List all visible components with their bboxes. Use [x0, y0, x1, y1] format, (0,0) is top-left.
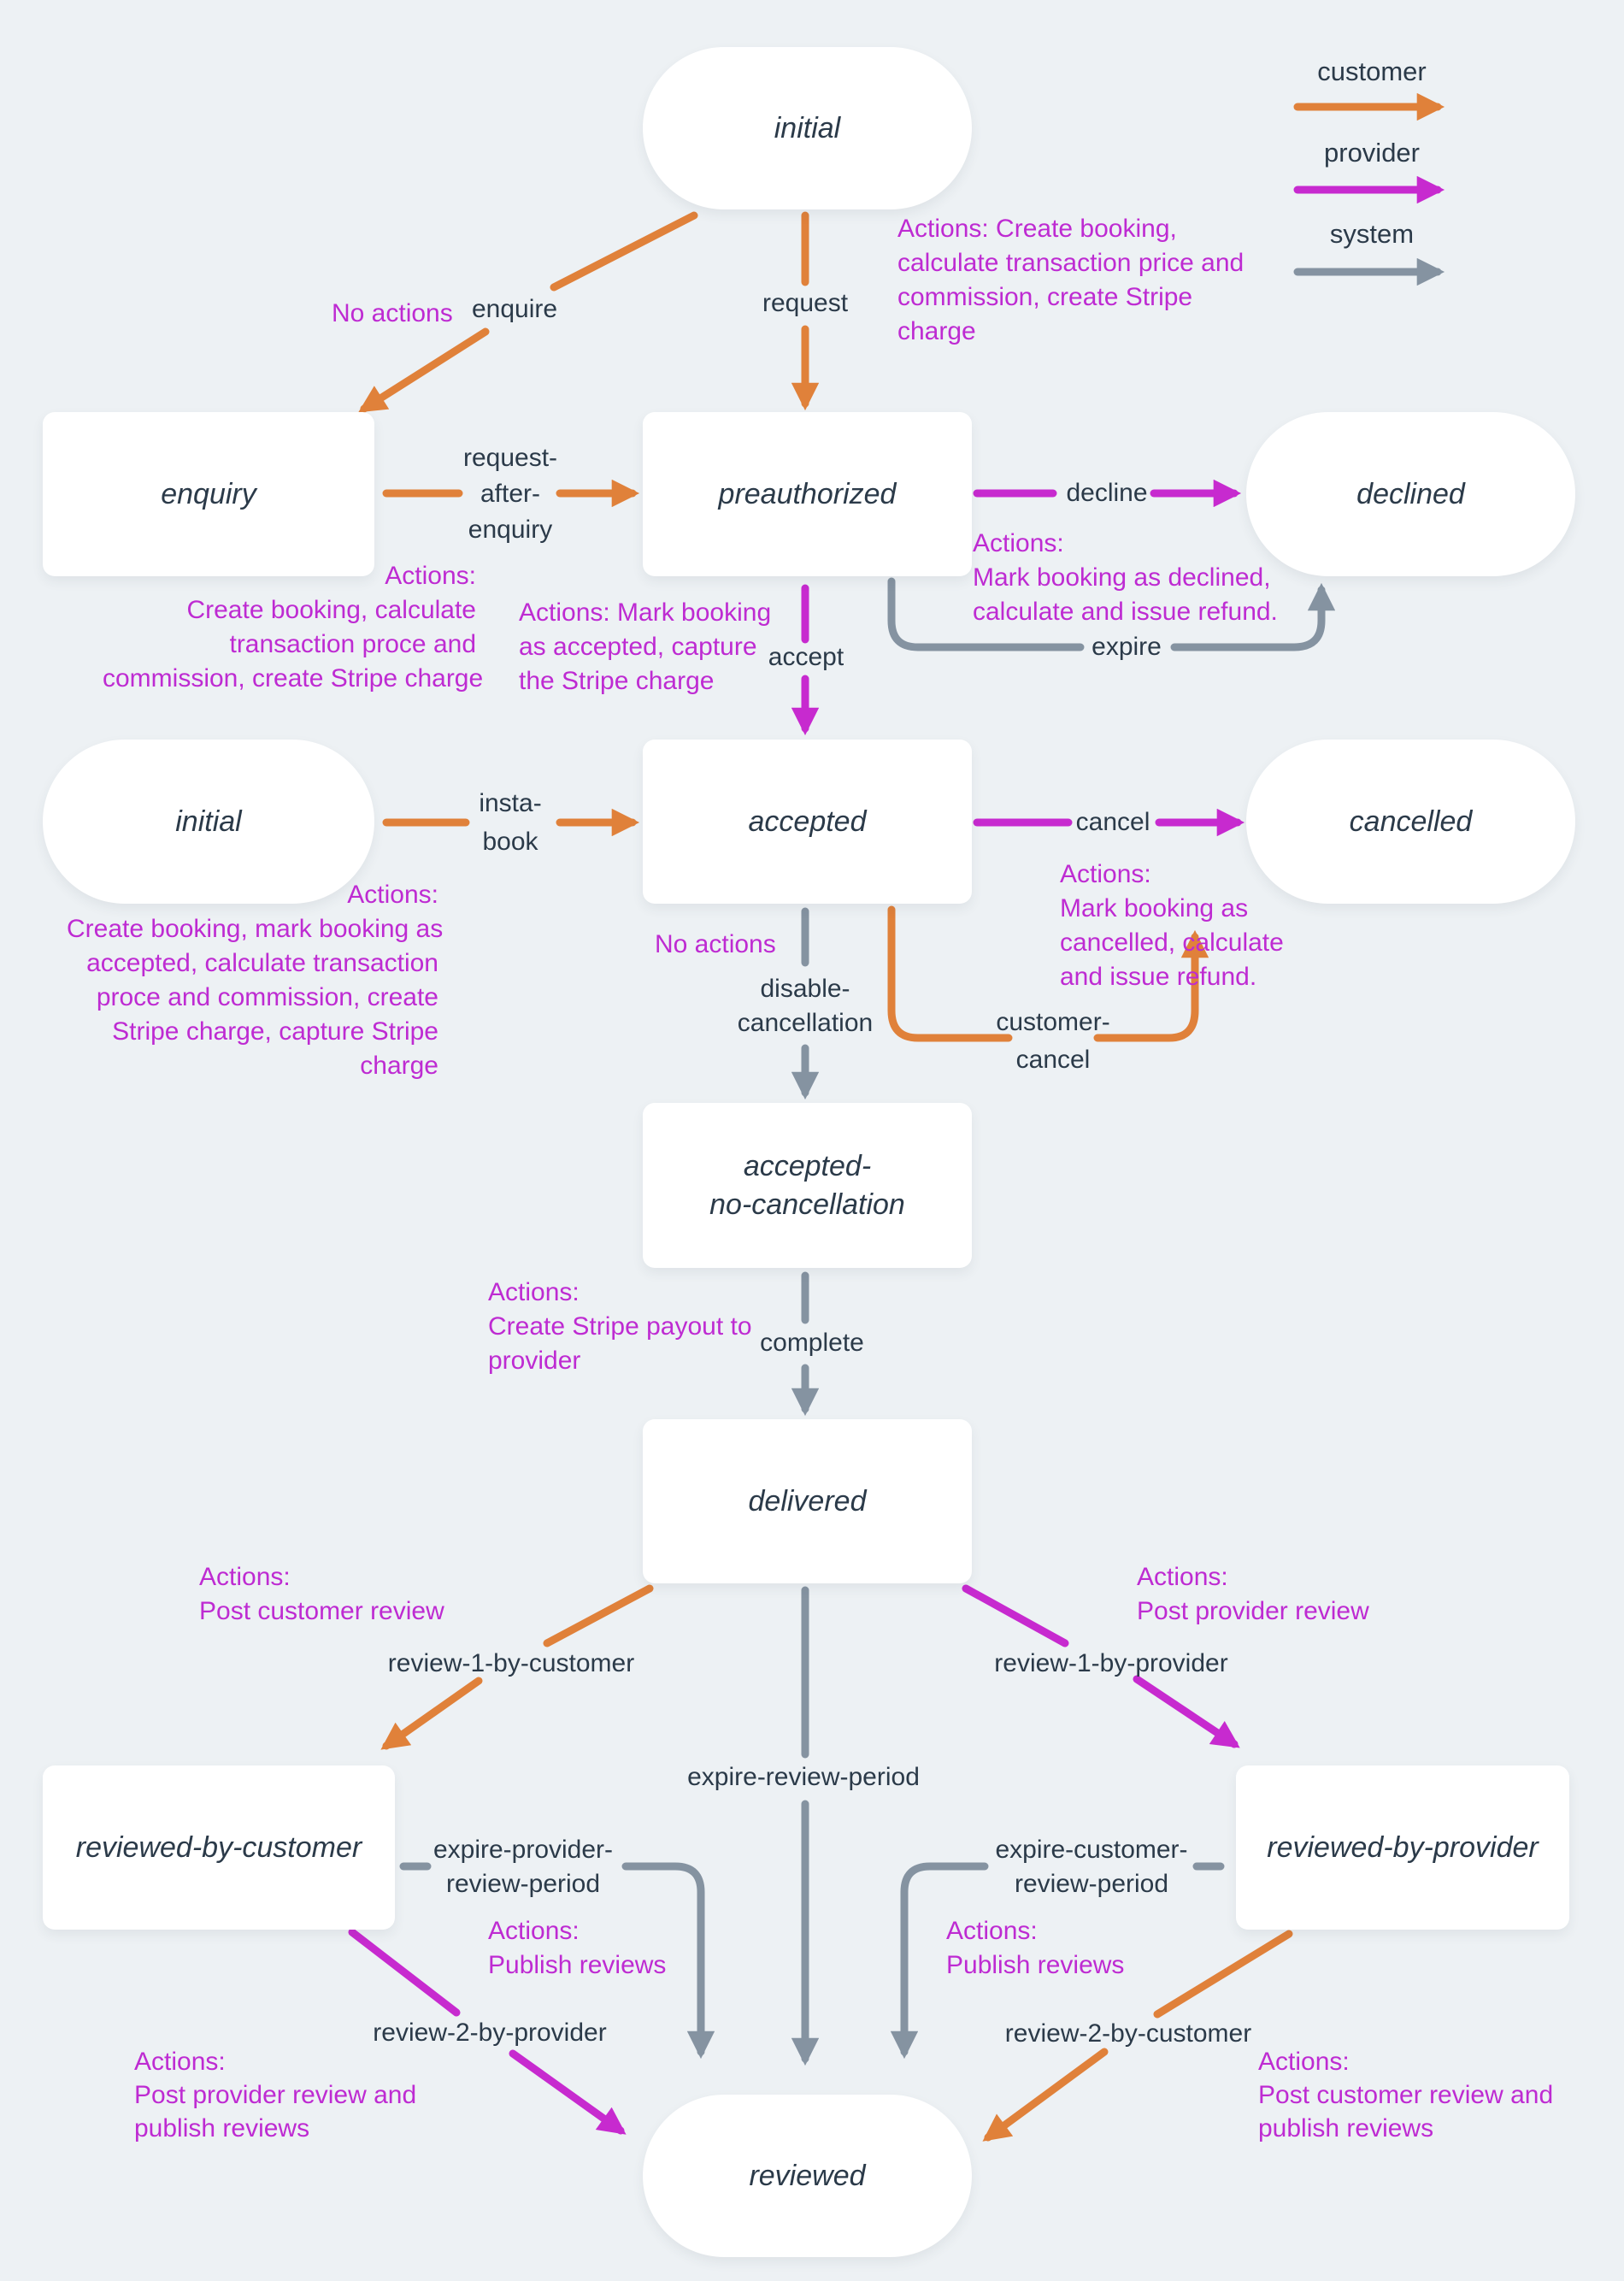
transition-label-review-2-by-customer: review-2-by-customer [1004, 2019, 1252, 2048]
arrow-review1-provider-seg1 [966, 1588, 1065, 1643]
transition-label-review-2-by-provider: review-2-by-provider [373, 2019, 607, 2047]
arrow-enquire-seg2 [364, 332, 485, 409]
transition-label-complete: complete [760, 1329, 864, 1357]
transition-label-review-1-by-provider: review-1-by-provider [994, 1649, 1228, 1677]
action-note-cancel: Actions: Mark booking as cancelled, calculate and issue refund. [1060, 860, 1284, 991]
legend-label-provider: provider [1324, 138, 1420, 168]
arrow-review2-provider-seg2 [513, 2054, 621, 2131]
transition-label-decline: decline [1066, 479, 1148, 507]
transition-label-disable-cancellation: disable- cancellation [737, 975, 874, 1037]
state-delivered: delivered [643, 1419, 972, 1583]
action-note-review-2-by-customer: Actions: Post customer review and publish reviews [1258, 2048, 1554, 2142]
transition-label-cancel: cancel [1075, 808, 1150, 836]
transition-label-expire: expire [1091, 633, 1162, 661]
transition-label-expire-provider-review-period: expire-provider- review-period [432, 1836, 614, 1898]
state-reviewed: reviewed [643, 2095, 972, 2257]
action-note-request: Actions: Create booking, calculate transaction price and commission, create Stripe charge [897, 215, 1244, 345]
arrow-customer-cancel-seg1 [891, 910, 1009, 1038]
state-accepted-no-cancellation: accepted- no-cancellation [643, 1103, 972, 1268]
state-cancelled: cancelled [1246, 740, 1575, 904]
action-note-publish-reviews-left: Actions: Publish reviews [488, 1917, 667, 1979]
transition-label-expire-review-period: expire-review-period [687, 1763, 920, 1791]
action-note-no-actions-accepted: No actions [655, 930, 776, 958]
action-note-decline: Actions: Mark booking as declined, calculate and issue refund. [973, 529, 1278, 626]
state-initial-top: initial [643, 47, 972, 209]
arrow-review1-customer-seg1 [547, 1588, 650, 1643]
arrow-review1-customer-seg2 [386, 1681, 479, 1746]
legend-label-system: system [1329, 219, 1415, 249]
transition-label-insta-book: insta- book [479, 789, 542, 856]
transition-label-expire-customer-review-period: expire-customer- review-period [995, 1836, 1188, 1898]
state-reviewed-by-provider: reviewed-by-provider [1236, 1765, 1569, 1930]
arrow-enquire-seg1 [554, 215, 694, 287]
transition-label-review-1-by-customer: review-1-by-customer [387, 1649, 635, 1677]
state-enquiry: enquiry [43, 412, 374, 576]
action-note-accept: Actions: Mark booking as accepted, capture the Stripe charge [519, 598, 772, 695]
state-initial-instabook: initial [43, 740, 374, 904]
action-note-insta-book: Actions: Create booking, mark booking as accepted, calculate transaction proce and commission, create Stripe charge, capture Stripe charge [67, 881, 444, 1080]
arrow-review1-provider-seg2 [1137, 1679, 1234, 1744]
action-note-review-1-by-provider: Actions: Post provider review [1137, 1563, 1369, 1625]
transition-label-accept: accept [768, 643, 844, 671]
transition-label-enquire: enquire [471, 295, 558, 323]
transition-label-request: request [762, 289, 849, 317]
arrow-review2-customer-seg1 [1157, 1934, 1289, 2014]
state-preauthorized: preauthorized [643, 412, 972, 576]
action-note-review-2-by-provider: Actions: Post provider review and publish reviews [134, 2048, 417, 2142]
action-note-publish-reviews-right: Actions: Publish reviews [946, 1917, 1125, 1979]
state-declined: declined [1246, 412, 1575, 576]
arrow-review2-provider-seg1 [352, 1932, 456, 2013]
state-accepted: accepted [643, 740, 972, 904]
arrow-review2-customer-seg2 [988, 2052, 1104, 2137]
action-note-review-1-by-customer: Actions: Post customer review [199, 1563, 444, 1625]
action-note-request-after-enquiry: Actions: Create booking, calculate transaction proce and commission, create Stripe charge [103, 562, 484, 693]
transition-label-request-after-enquiry: request- after- enquiry [462, 444, 558, 544]
action-note-complete: Actions: Create Stripe payout to provider [488, 1278, 752, 1375]
state-reviewed-by-customer: reviewed-by-customer [43, 1765, 395, 1930]
action-note-no-actions-enquire: No actions [332, 299, 453, 327]
transition-label-customer-cancel: customer- cancel [996, 1008, 1110, 1074]
legend-label-customer: customer [1317, 56, 1427, 86]
